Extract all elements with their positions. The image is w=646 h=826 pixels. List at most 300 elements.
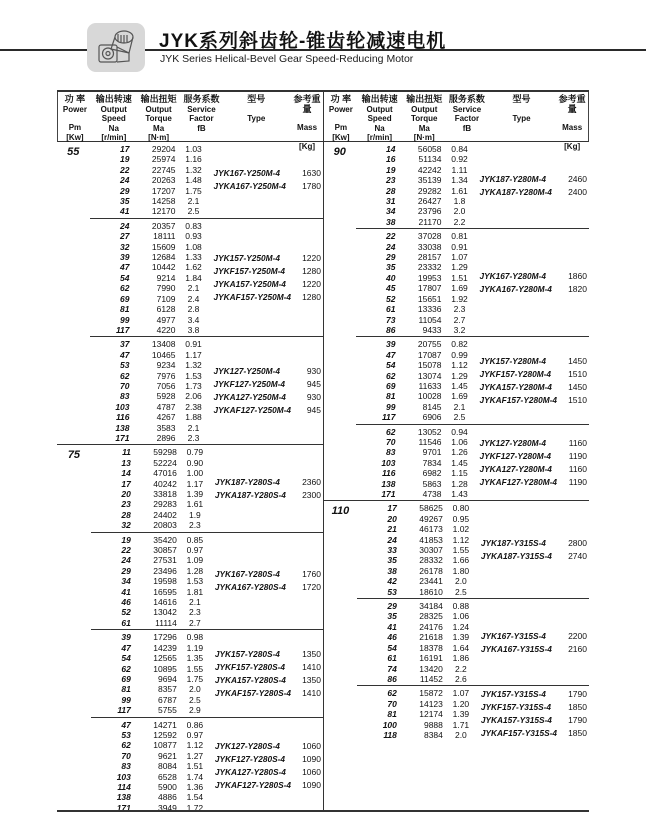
service-factor-value: 2.4 [187, 293, 200, 304]
data-row [91, 576, 215, 586]
service-factor-value: 1.75 [185, 185, 202, 196]
data-row [356, 165, 480, 175]
output-speed-value: 70 [121, 750, 131, 761]
service-factor-value: 0.81 [451, 231, 468, 242]
output-torque-value: 9621 [157, 750, 177, 761]
output-torque-value: 4787 [156, 401, 176, 412]
data-row [356, 489, 480, 499]
service-factor-value: 2.3 [188, 520, 201, 531]
service-factor-value: 2.0 [454, 729, 467, 740]
power-section-content [91, 445, 323, 810]
column-header-torque-line: [N·m] [413, 133, 435, 143]
output-torque-value: 10877 [153, 740, 177, 751]
column-header-mass [291, 94, 323, 151]
service-factor-value: 1.45 [451, 457, 468, 468]
output-torque-value: 10895 [153, 663, 177, 674]
service-factor-value: 1.51 [186, 761, 204, 772]
data-row [357, 622, 481, 632]
output-torque-value: 15078 [417, 360, 442, 371]
service-factor-value: 2.1 [453, 401, 466, 412]
table-half-right [323, 92, 589, 810]
output-speed-value: 35 [386, 262, 396, 273]
output-speed-value: 70 [120, 380, 130, 391]
service-factor-value: 1.35 [186, 653, 204, 664]
data-row [91, 664, 215, 674]
mass-value: 1510 [568, 368, 587, 379]
output-torque-value: 35420 [153, 534, 177, 545]
data-row [91, 695, 215, 705]
output-speed-value: 47 [386, 349, 396, 360]
data-row [91, 684, 215, 694]
output-torque-value: 23496 [153, 565, 177, 576]
output-torque-value: 12174 [419, 709, 443, 720]
output-torque-value: 4738 [422, 489, 442, 499]
data-row [356, 468, 480, 478]
column-header-torque-line: Output [145, 104, 172, 114]
mass-value: 2200 [568, 630, 587, 641]
output-torque-value: 40242 [153, 478, 177, 489]
output-torque-value: 46173 [419, 524, 443, 535]
service-factor-value: 1.32 [185, 164, 202, 175]
type-designation: JYKF157-Y315S-4 [480, 702, 551, 713]
ratio-group [357, 599, 589, 685]
service-factor-value: 1.16 [185, 154, 202, 165]
service-factor-value: 1.02 [452, 524, 470, 535]
output-speed-value: 27 [120, 231, 130, 242]
mass-value: 930 [306, 366, 321, 377]
column-header-speed-line: Na [108, 123, 119, 133]
ratio-rows [357, 601, 481, 684]
output-torque-value: 35139 [417, 175, 442, 186]
data-row [356, 273, 480, 283]
type-list [215, 740, 323, 792]
service-factor-value: 1.88 [185, 412, 202, 423]
data-row [357, 699, 481, 709]
service-factor-value: 1.29 [451, 262, 468, 273]
ratio-group [357, 501, 589, 598]
data-row [90, 294, 214, 304]
service-factor-value: 1.92 [451, 293, 468, 304]
output-speed-value: 53 [387, 586, 397, 597]
output-torque-value: 11114 [155, 617, 177, 628]
output-torque-value: 15651 [417, 293, 442, 304]
service-factor-value: 0.86 [186, 719, 204, 730]
type-designation: JYKA187-Y280M-4 [479, 186, 552, 197]
type-designation: JYKA127-Y280S-4 [214, 767, 286, 778]
service-factor-value: 1.75 [186, 673, 204, 684]
output-torque-value: 13336 [417, 304, 442, 315]
service-factor-value: 1.19 [186, 642, 204, 653]
service-factor-value: 1.36 [186, 781, 204, 792]
type-designation: JYKA157-Y315S-4 [480, 715, 552, 726]
column-header-torque [136, 95, 182, 141]
column-header-factor-line: Service [452, 104, 482, 114]
gear-motor-image [87, 23, 145, 72]
output-speed-value: 41 [387, 621, 397, 632]
output-speed-value: 29 [120, 185, 130, 196]
mass-value: 1720 [302, 582, 321, 593]
output-speed-value: 99 [386, 401, 396, 412]
output-speed-value: 28 [386, 185, 396, 196]
data-row [90, 315, 214, 325]
service-factor-value: 1.07 [451, 252, 468, 263]
output-speed-value: 17 [120, 144, 130, 154]
output-speed-value: 117 [117, 705, 131, 716]
data-row [90, 231, 214, 241]
output-speed-value: 62 [120, 283, 130, 294]
data-row [91, 792, 215, 802]
output-speed-value: 17 [121, 478, 131, 489]
service-factor-value: 1.39 [452, 632, 470, 643]
output-torque-value: 25974 [151, 154, 176, 165]
service-factor-value: 2.1 [187, 283, 200, 294]
data-row [91, 730, 215, 740]
data-row [357, 566, 481, 576]
output-speed-value: 24 [121, 555, 131, 566]
output-torque-value: 9234 [156, 360, 176, 371]
output-speed-value: 61 [121, 617, 131, 628]
type-row [480, 450, 587, 463]
output-speed-value: 61 [387, 653, 397, 664]
output-torque-value: 17207 [151, 185, 176, 196]
type-designation: JYKF127-Y250M-4 [213, 379, 285, 390]
mass-value: 1190 [568, 450, 587, 461]
service-factor-value: 2.5 [454, 586, 467, 597]
data-row [357, 587, 481, 597]
service-factor-value: 1.17 [186, 478, 204, 489]
type-designation: JYKAF157-Y280S-4 [214, 687, 291, 698]
type-row [215, 648, 321, 661]
data-row [91, 803, 215, 810]
service-factor-value: 1.8 [453, 196, 466, 207]
output-torque-value: 8145 [422, 401, 442, 412]
output-torque-value: 58625 [419, 503, 443, 514]
output-speed-value: 83 [120, 391, 130, 402]
output-torque-value: 7976 [156, 370, 176, 381]
output-torque-value: 9694 [157, 673, 177, 684]
output-speed-value: 22 [121, 545, 131, 556]
ratio-rows [356, 144, 480, 227]
column-header-power [58, 95, 92, 141]
service-factor-value: 3.8 [187, 324, 200, 335]
column-header-torque-line: Torque [410, 114, 438, 124]
output-speed-value: 74 [387, 663, 397, 674]
column-header-factor-line: 服务系数 [448, 94, 485, 104]
output-torque-value: 23441 [419, 576, 443, 587]
data-row [90, 339, 214, 349]
output-torque-value: 18111 [153, 231, 176, 242]
type-designation: JYK157-Y315S-4 [480, 689, 546, 700]
type-row [480, 381, 587, 394]
service-factor-value: 0.92 [451, 154, 468, 165]
service-factor-value: 1.55 [186, 663, 204, 674]
output-speed-value: 22 [120, 164, 130, 175]
data-row [90, 175, 214, 185]
ratio-rows [91, 535, 215, 629]
data-row [356, 371, 480, 381]
mass-value: 1410 [302, 687, 321, 698]
service-factor-value: 1.69 [451, 283, 468, 294]
output-speed-value: 62 [387, 688, 397, 699]
mass-value: 945 [306, 405, 321, 416]
output-torque-value: 29204 [151, 144, 176, 154]
service-factor-value: 1.48 [185, 175, 202, 186]
service-factor-value: 1.43 [451, 489, 468, 499]
service-factor-value: 0.83 [185, 220, 202, 231]
service-factor-value: 1.74 [186, 771, 204, 782]
output-torque-value: 14616 [153, 597, 177, 608]
data-row [357, 720, 481, 730]
column-header-mass-line: Mass [297, 123, 318, 133]
mass-value: 1510 [568, 394, 587, 405]
type-row [214, 404, 321, 417]
column-header-torque-line: Ma [418, 123, 430, 133]
data-row [91, 705, 215, 715]
type-row [481, 688, 587, 701]
column-header-mass-line: [Kg] [299, 141, 316, 151]
data-row [90, 423, 214, 433]
output-speed-value: 70 [387, 698, 397, 709]
type-list [480, 173, 589, 199]
mass-value: 1780 [302, 181, 321, 192]
output-torque-value: 13420 [419, 663, 443, 674]
output-torque-value: 24176 [419, 621, 443, 632]
data-row [91, 520, 215, 530]
service-factor-value: 1.00 [186, 468, 204, 479]
output-torque-value: 7990 [156, 283, 176, 294]
column-header-mass-line: Mass [562, 123, 583, 133]
output-torque-value: 29282 [417, 185, 442, 196]
service-factor-value: 0.80 [452, 503, 470, 514]
service-factor-value: 1.11 [451, 164, 468, 175]
type-designation: JYKA157-Y280M-4 [479, 381, 552, 392]
output-speed-value: 24 [120, 175, 130, 186]
type-designation: JYK187-Y280M-4 [479, 173, 546, 184]
output-speed-value: 32 [121, 520, 131, 531]
output-torque-value: 7056 [156, 380, 176, 391]
output-speed-value: 103 [116, 771, 131, 782]
output-speed-value: 171 [381, 489, 396, 499]
output-speed-value: 69 [121, 673, 131, 684]
service-factor-value: 1.32 [185, 360, 202, 371]
ratio-rows [357, 688, 481, 740]
type-list [215, 476, 323, 502]
output-speed-value: 28 [121, 509, 131, 520]
output-torque-value: 30857 [153, 545, 177, 556]
service-factor-value: 0.91 [451, 241, 468, 252]
service-factor-value: 0.90 [186, 457, 204, 468]
output-torque-value: 9888 [423, 719, 443, 730]
mass-value: 1350 [302, 674, 321, 685]
output-speed-value: 35 [387, 555, 397, 566]
service-factor-value: 2.0 [453, 206, 466, 217]
output-speed-value: 23 [386, 175, 396, 186]
service-factor-value: 1.07 [452, 688, 470, 699]
column-header-power-line: 功 率 [330, 94, 352, 104]
table-half-left [57, 92, 323, 810]
output-torque-value: 18378 [419, 642, 443, 653]
service-factor-value: 1.69 [451, 391, 468, 402]
output-torque-value: 10028 [417, 391, 442, 402]
type-list [480, 355, 589, 407]
output-torque-value: 10465 [151, 349, 176, 360]
column-header-type-line: Type [512, 113, 531, 123]
ratio-rows [90, 221, 214, 335]
data-row [356, 339, 480, 349]
data-row [90, 186, 214, 196]
service-factor-value: 1.80 [452, 565, 470, 576]
type-designation: JYK157-Y250M-4 [213, 253, 280, 264]
column-header-speed-line: Output [100, 104, 127, 114]
mass-value: 1450 [568, 381, 587, 392]
output-speed-value: 17 [387, 503, 397, 514]
data-row [91, 720, 215, 730]
service-factor-value: 0.94 [451, 426, 468, 437]
data-row [91, 643, 215, 653]
mass-value: 1410 [302, 661, 321, 672]
output-torque-value: 20755 [417, 339, 442, 350]
mass-value: 1850 [568, 728, 587, 739]
service-factor-value: 1.53 [186, 576, 204, 587]
service-factor-value: 2.3 [187, 432, 200, 443]
output-speed-value: 54 [121, 653, 131, 664]
ratio-rows [357, 503, 481, 597]
type-row [214, 265, 321, 278]
type-row [215, 674, 321, 687]
column-header-type [487, 95, 556, 141]
output-speed-value: 70 [386, 436, 396, 447]
data-row [356, 231, 480, 241]
mass-value: 1280 [302, 292, 321, 303]
output-speed-value: 33 [387, 545, 397, 556]
service-factor-value: 2.3 [453, 304, 466, 315]
service-factor-value: 1.27 [186, 750, 204, 761]
output-torque-value: 21618 [419, 632, 443, 643]
service-factor-value: 1.81 [186, 586, 204, 597]
type-designation: JYKA157-Y280S-4 [214, 674, 286, 685]
service-factor-value: 2.7 [188, 617, 201, 628]
output-speed-value: 46 [121, 597, 131, 608]
column-header-speed-line: Output [366, 104, 393, 114]
service-factor-value: 1.64 [452, 642, 470, 653]
column-header-speed-line: Na [374, 123, 385, 133]
output-speed-value: 19 [121, 534, 131, 545]
column-header-speed-line: [r/min] [101, 133, 127, 143]
column-header-mass-line: [Kg] [564, 141, 581, 151]
service-factor-value: 1.54 [186, 792, 204, 803]
output-speed-value: 14 [386, 144, 396, 154]
output-speed-value: 62 [386, 370, 396, 381]
output-speed-value: 62 [121, 740, 131, 751]
output-torque-value: 33038 [417, 241, 442, 252]
service-factor-value: 2.5 [453, 412, 466, 423]
power-section [324, 142, 589, 500]
output-torque-value: 27531 [153, 555, 177, 566]
service-factor-value: 1.15 [451, 468, 468, 479]
power-value: 110 [331, 505, 350, 518]
column-header-power-line: 功 率 [64, 94, 86, 104]
ratio-group [91, 445, 323, 531]
type-list [480, 437, 589, 489]
type-row [480, 173, 587, 186]
output-speed-value: 22 [386, 231, 396, 242]
output-torque-value: 8384 [423, 729, 443, 740]
output-torque-value: 13052 [417, 426, 442, 437]
data-row [91, 499, 215, 509]
output-speed-value: 42 [387, 576, 397, 587]
output-torque-value: 14123 [419, 698, 443, 709]
output-torque-value: 51134 [418, 154, 442, 165]
mass-value: 1220 [302, 253, 321, 264]
output-speed-value: 86 [387, 673, 397, 684]
data-row [356, 437, 480, 447]
output-torque-value: 12565 [153, 653, 177, 664]
output-torque-value: 9433 [422, 324, 442, 335]
type-row [214, 291, 321, 304]
output-speed-value: 23 [121, 499, 131, 510]
column-header-speed-line: Speed [367, 114, 392, 124]
output-torque-value: 14271 [153, 719, 177, 730]
service-factor-value: 1.20 [452, 698, 470, 709]
output-speed-value: 86 [386, 324, 396, 335]
service-factor-value: 0.84 [451, 144, 468, 154]
output-torque-value: 8084 [157, 761, 177, 772]
data-row [356, 144, 480, 154]
data-row [357, 730, 481, 740]
output-speed-value: 52 [121, 607, 131, 618]
service-factor-value: 1.86 [452, 653, 470, 664]
output-speed-value: 83 [386, 447, 396, 458]
mass-value: 2300 [302, 490, 321, 500]
ratio-group [91, 533, 323, 630]
column-header-torque-line: Output [411, 104, 438, 114]
service-factor-value: 1.73 [185, 380, 202, 391]
data-row [91, 653, 215, 663]
type-designation: JYK127-Y280M-4 [479, 437, 546, 448]
type-designation: JYK167-Y250M-4 [213, 168, 280, 179]
type-row [214, 378, 321, 391]
type-row [480, 355, 587, 368]
output-torque-value: 42242 [417, 164, 442, 175]
data-row [91, 447, 215, 457]
output-speed-value: 35 [120, 196, 130, 207]
output-torque-value: 19953 [417, 272, 442, 283]
output-speed-value: 117 [381, 412, 396, 423]
output-torque-value: 14258 [151, 196, 176, 207]
ratio-group [356, 337, 589, 423]
data-row [356, 412, 480, 422]
column-header-speed [92, 95, 136, 141]
data-row [90, 242, 214, 252]
column-header-type-line: 型号 [512, 94, 531, 104]
type-row [214, 365, 321, 378]
data-row [356, 350, 480, 360]
data-row [90, 433, 214, 443]
type-designation: JYKAF157-Y250M-4 [213, 292, 291, 303]
type-designation: JYK157-Y280M-4 [479, 355, 546, 366]
output-torque-value: 16191 [419, 653, 443, 664]
data-row [356, 206, 480, 216]
output-speed-value: 171 [116, 802, 131, 810]
type-designation: JYKF157-Y250M-4 [213, 266, 285, 277]
output-speed-value: 34 [121, 576, 131, 587]
type-row [481, 643, 587, 656]
type-list [480, 270, 589, 296]
mass-value: 1090 [302, 780, 321, 791]
type-row [215, 581, 321, 594]
column-header-power-line: Pm [68, 123, 82, 133]
output-speed-value: 11 [122, 447, 131, 458]
